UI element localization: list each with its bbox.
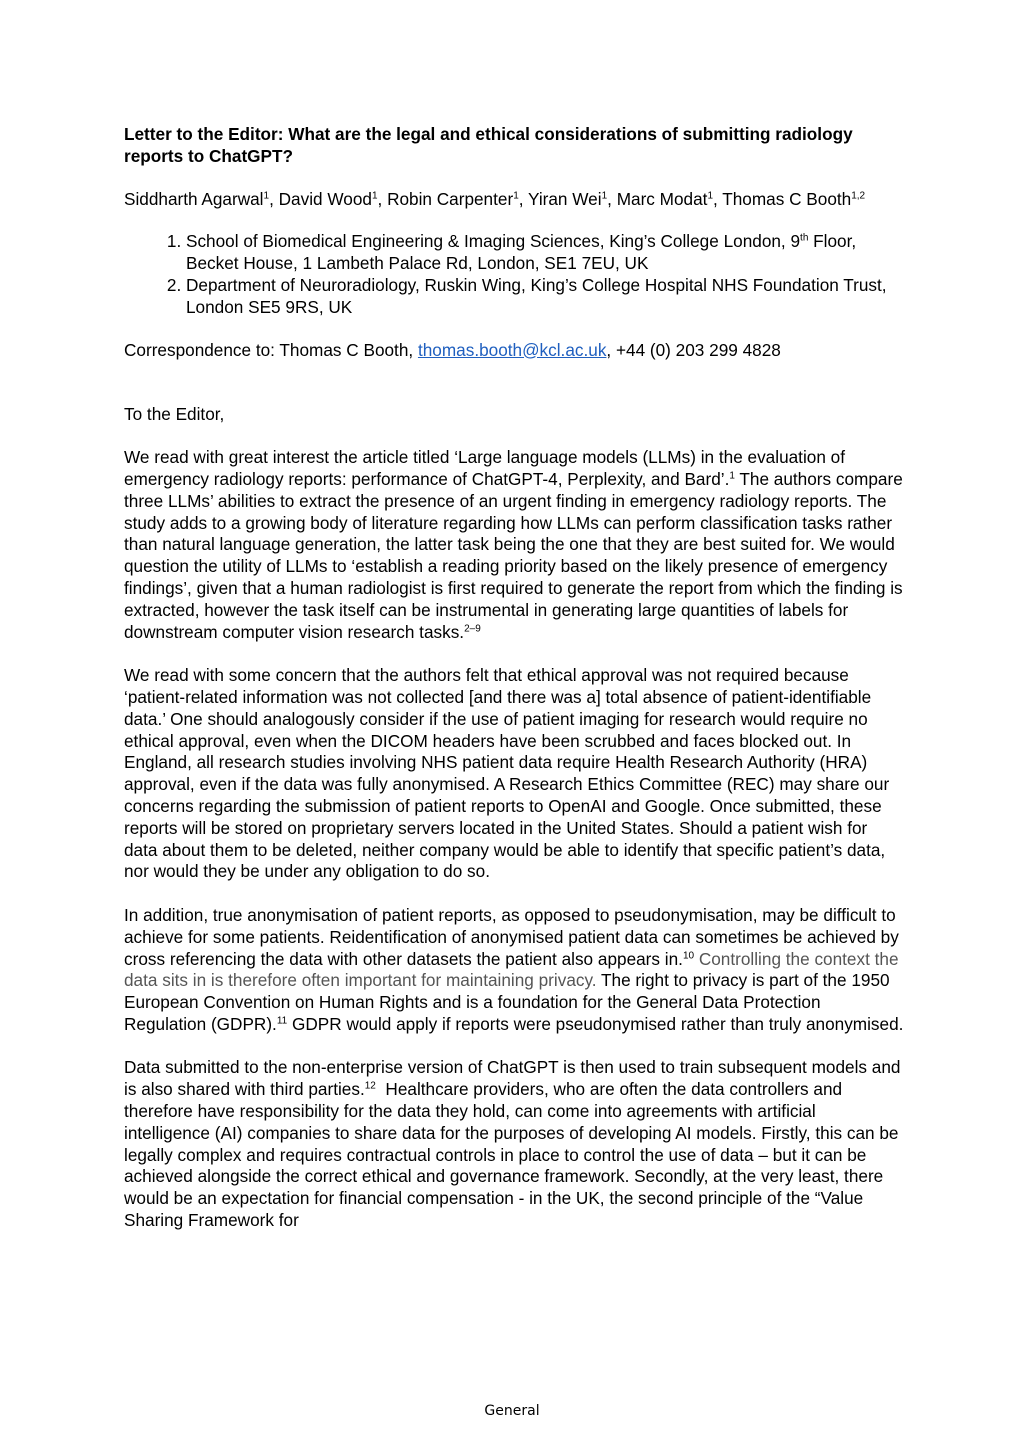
reference-mark: 12 [364, 1080, 376, 1092]
footer-classification: General [484, 1403, 540, 1419]
affiliation-list [124, 231, 904, 318]
affiliation-text: Department of Neuroradiology, Ruskin Wing, King’s College Hospital NHS Foundation Trust, London SE5 9RS, UK [186, 274, 887, 317]
author-name: Yiran Wei [528, 188, 602, 209]
letter-page [124, 124, 904, 1254]
paragraph-text: Data submitted to the non-enterprise version of ChatGPT is then used to train subsequent models and is also shared with third parties. [124, 1057, 901, 1100]
paragraph-text: Healthcare providers, who are often the data controllers and therefore have responsibility for the data they hold, can come into agreements with artificial intelligence (AI) companies to share data for the purposes of developing AI models. Firstly, this can be legally complex and requires contractual controls in place to control the use of data – but it can be achieved alongside the correct ethical and governance framework. Secondly, at the very least, there would be an expectation for financial compensation - in the UK, the second principle of the “Value Sharing Framework for [124, 1079, 904, 1231]
affiliation-text: Floor, Becket House, 1 Lambeth Palace Rd, London, SE1 7EU, UK [186, 231, 857, 274]
affiliation-item [186, 231, 904, 275]
author-name: Siddharth Agarwal [124, 188, 264, 209]
affiliation-item [186, 275, 904, 319]
correspondence-label: Correspondence to: Thomas C Booth, [124, 339, 418, 360]
author-affiliation-mark: 1 [513, 189, 519, 201]
affiliation-text: School of Biomedical Engineering & Imaging Sciences, King’s College London, 9 [186, 231, 801, 252]
body-paragraph-1 [124, 447, 904, 643]
reference-mark: 2–9 [464, 622, 481, 634]
paragraph-text: In addition, true anonymisation of patient reports, as opposed to pseudonymisation, may be difficult to achieve for some patients. Reidentification of anonymised patient data can sometimes be achieved by cross referencing the data with other datasets the patient also appears in. [124, 904, 899, 969]
paragraph-text: The right to privacy is part of the 1950 European Convention on Human Rights and is a foundation for the General Data Protection Regulation (GDPR). [124, 970, 890, 1034]
paragraph-text: Controlling the context the data sits in is therefore often important for maintaining privacy. [124, 948, 899, 991]
author-affiliation-mark: 1 [601, 189, 608, 201]
salutation: To the Editor, [124, 404, 225, 425]
correspondence-phone: , +44 (0) 203 299 4828 [606, 339, 781, 360]
reference-mark: 1 [729, 470, 735, 482]
author-affiliation-mark: 1 [263, 189, 270, 201]
reference-mark: 10 [682, 949, 695, 961]
author-name: Robin Carpenter [387, 188, 514, 209]
reference-mark: 11 [276, 1015, 288, 1027]
paragraph-text: We read with great interest the article titled ‘Large language models (LLMs) in the evaluation of emergency radiology reports: performance of ChatGPT-4, Perplexity, and Bard’. [124, 447, 846, 489]
author-affiliation-mark: 1 [707, 189, 713, 201]
author-affiliation-mark: 1 [371, 189, 378, 201]
body-paragraph-4 [124, 1057, 904, 1231]
affiliation-superscript: th [800, 232, 809, 244]
correspondence-line [124, 340, 904, 362]
paragraph-text: GDPR would apply if reports were pseudonymised rather than truly anonymised. [287, 1013, 904, 1034]
paragraph-text: The authors compare three LLMs’ abilities to extract the presence of an urgent finding in emergency radiology reports. The study adds to a growing body of literature regarding how LLMs can perform classification tasks rather than natural language generation, the latter task being the one that they are best suited for. We would question the utility of LLMs to ‘establish a reading priority based on the likely presence of emergency findings’, given that a human radiologist is first required to generate the report from which the finding is extracted, however the task itself can be instrumental in generating large quantities of labels for downstream computer vision research tasks. [124, 468, 903, 642]
body-paragraph-2: We read with some concern that the authors felt that ethical approval was not required because ‘patient-related information was not collected [and there was a] total absence of patient-identifiable data.’ One should analogously consider if the use of patient imaging for research would require no ethical approval, even when the DICOM headers have been scrubbed and faces blocked out. In England, all research studies involving NHS patient data require Health Research Authority (HRA) approval, even if the data was fully anonymised. A Research Ethics Committee (REC) may share our concerns regarding the submission of patient reports to OpenAI and Google. Once submitted, these reports will be stored on proprietary servers located in the United States. Should a patient wish for data about them to be deleted, neither company would be able to identify that specific patient’s data, nor would they be under any obligation to do so. [124, 665, 890, 882]
author-name: Thomas C Booth [722, 188, 852, 209]
author-list: Siddharth Agarwal$^1$, David Wood$^1$, Robin Carpenter$^1$, Yiran Wei$^1$, Marc Modat$^1$, Thomas C Booth$^{1,2}$ [124, 188, 866, 209]
email-link[interactable]: thomas.booth@kcl.ac.uk [417, 339, 607, 360]
letter-title: Letter to the Editor: What are the legal and ethical considerations of submitting radiology reports to ChatGPT? [124, 124, 853, 166]
author-name: Marc Modat [616, 188, 708, 209]
author-name: David Wood [278, 188, 372, 209]
author-affiliation-mark: 1,2 [851, 189, 866, 201]
body-paragraph-3 [124, 905, 904, 1036]
